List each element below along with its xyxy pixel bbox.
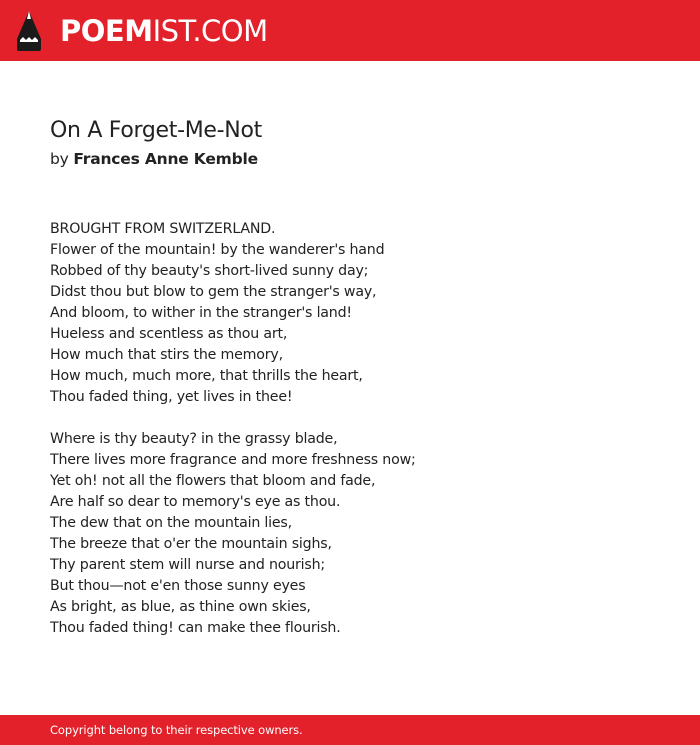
poem-line: BROUGHT FROM SWITZERLAND. [50, 221, 276, 237]
poem-line: How much that stirs the memory, [50, 347, 283, 363]
poem-line: Thou faded thing! can make thee flourish. [50, 620, 341, 636]
by-label: by [50, 150, 69, 168]
poem-line: Hueless and scentless as thou art, [50, 326, 288, 342]
logo-text-light: IST.COM [152, 13, 268, 48]
poem-line: The dew that on the mountain lies, [50, 515, 292, 531]
poem-author: Frances Anne Kemble [73, 150, 258, 168]
poem-line: As bright, as blue, as thine own skies, [50, 599, 311, 615]
poem-line: Robbed of thy beauty's short-lived sunny day; [50, 263, 369, 279]
poem-line: Thy parent stem will nurse and nourish; [50, 557, 325, 573]
site-logo-link[interactable] [14, 8, 268, 54]
poem-stanza [50, 429, 670, 639]
logo-wordmark [60, 13, 268, 48]
poem-line: The breeze that o'er the mountain sighs, [50, 536, 332, 552]
poem-line: Didst thou but blow to gem the stranger's way, [50, 284, 377, 300]
poem-line: There lives more fragrance and more freshness now; [50, 452, 416, 468]
pen-nib-icon [14, 9, 44, 53]
poem-line: And bloom, to wither in the stranger's land! [50, 305, 352, 321]
poem-line: How much, much more, that thrills the heart, [50, 368, 363, 384]
logo-text-bold: POEM [60, 13, 153, 48]
poem-body [50, 219, 670, 639]
poem-line: Thou faded thing, yet lives in thee! [50, 389, 293, 405]
site-header [0, 0, 700, 61]
site-footer [0, 715, 700, 745]
poem-stanza [50, 219, 670, 408]
copyright-text: Copyright belong to their respective owners. [50, 723, 303, 737]
poem-line: Flower of the mountain! by the wanderer's hand [50, 242, 385, 258]
poem-line: But thou—not e'en those sunny eyes [50, 578, 306, 594]
poem-line: Where is thy beauty? in the grassy blade, [50, 431, 338, 447]
poem-title: On A Forget-Me-Not [50, 118, 262, 143]
poem-line: Are half so dear to memory's eye as thou. [50, 494, 341, 510]
poem-container [50, 113, 670, 639]
poem-byline [50, 149, 670, 169]
poem-line: Yet oh! not all the flowers that bloom and fade, [50, 473, 376, 489]
